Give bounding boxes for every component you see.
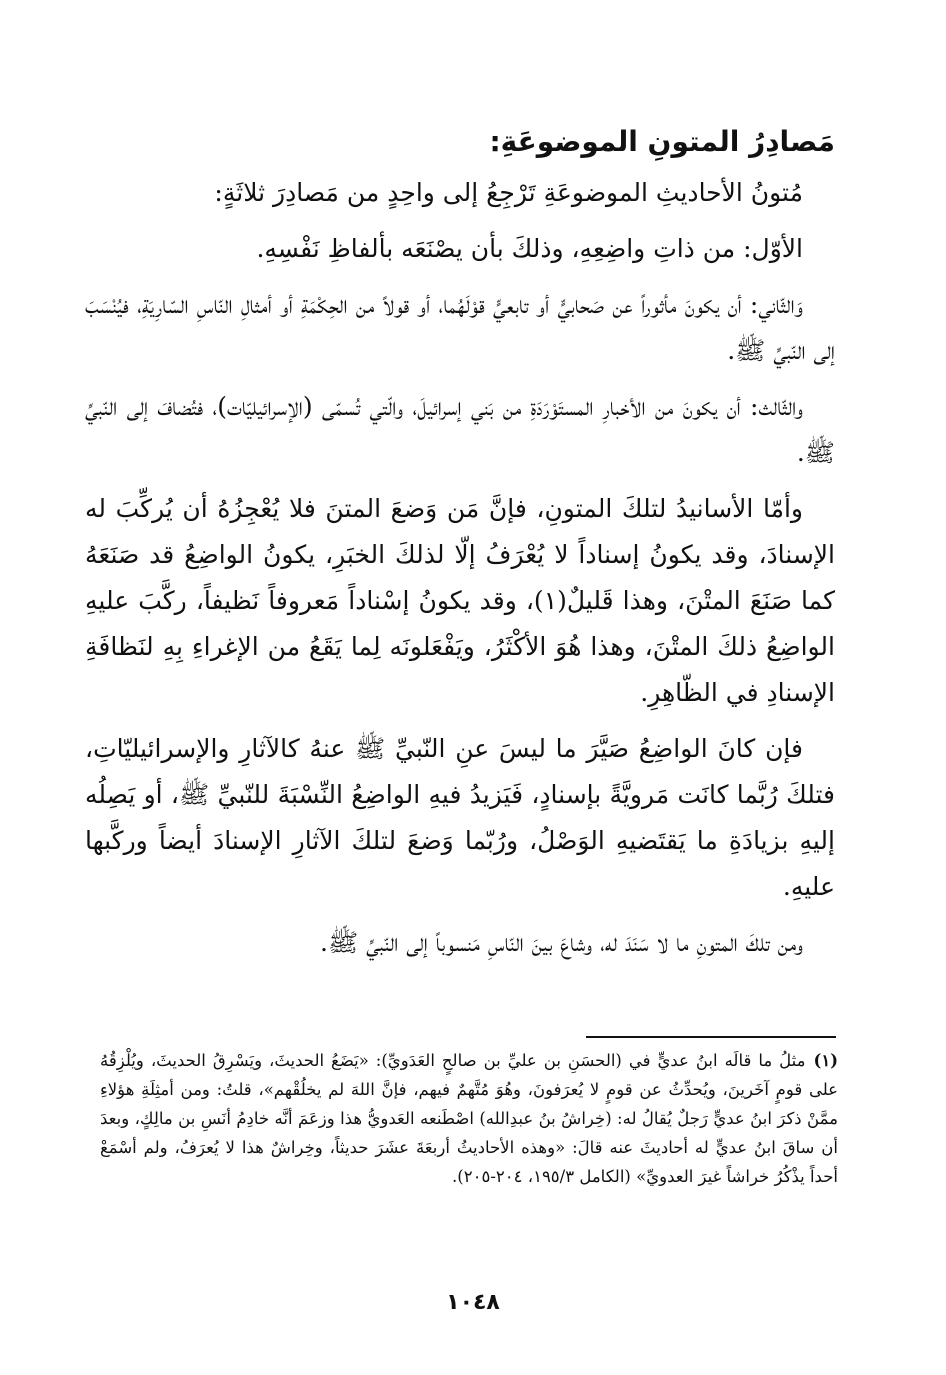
paragraph-chains: وأمّا الأسانيدُ لتلكَ المتونِ، فإنَّ مَن وَضعَ المتنَ فلا يُعْجِزُهُ أن يُركِّبَ له الإسنادَ، وقد يكونُ إسناداً لا يُعْرَفُ إلّا لذلكَ الخبَرِ، يكونُ الواضِعُ قد صَنَعَهُ كما صَنَعَ المتْنَ، وهذا قَليلٌ(١)، وقد يكونُ إسْناداً مَعروفاً نَظيفاً، ركَّبَ عليهِ الواضِعُ ذلكَ المتْنَ، وهذا هُوَ الأكْثَرُ، ويَفْعَلونَه لِما يَقَعُ من الإغراءِ بِهِ لنَظافَةِ الإسنادِ في الظّاهِرِ. bbox=[85, 494, 835, 707]
section-heading: مَصادِرُ المتونِ الموضوعَةِ: bbox=[489, 125, 835, 158]
footnote bbox=[100, 1046, 838, 1191]
paragraph-attribution: فإن كانَ الواضِعُ صَيَّرَ ما ليسَ عنِ النّبيِّ ﷺ عنهُ كالآثارِ والإسرائيليّاتِ، فتلكَ رُبَّما كانَت مَرويَّةً بإسنادٍ، فَيَزيدُ فيهِ الواضِعُ النِّسْبَةَ للنّبيِّ ﷺ، أو يَصِلُه إليهِ بزيادَةِ ما يَقتَضيهِ الوَصْلُ، ورُبّما وَضعَ لتلكَ الآثارِ الإسنادَ أيضاً وركَّبها عليهِ. bbox=[85, 734, 835, 901]
paragraph-third-source: والثّالث: أن يكونَ من الأخبارِ المستَوْرَدَةِ من بَني إسرائيلَ، والّتي تُسمّى (الإسرائيليّات)، فتُضافَ إلى النّبيِّ ﷺ. bbox=[85, 392, 835, 467]
paragraph-second-source: وَالثّاني: أن يكونَ مأثوراً عن صَحابيٍّ أو تابعيٍّ قوْلَهُما، أو قولاً من الحِكْمَةِ أو أمثالِ النّاسِ السّارِيَةِ، فيُنْسَبَ إلى النّبيِّ ﷺ. bbox=[85, 290, 835, 365]
paragraph-intro: مُتونُ الأحاديثِ الموضوعَةِ تَرْجِعُ إلى واحِدٍ من مَصادِرَ ثلاثَةٍ: bbox=[214, 178, 803, 207]
page-number: ١٠٤٨ bbox=[446, 1290, 500, 1315]
footnote-text: مثلُ ما قالَه ابنُ عديٍّ في (الحسَنِ بن عليِّ بن صالحٍ العَدَويِّ): «يَضَعُ الحديثَ، ويَسْرِقُ الحديثَ، ويُلْزِقُهُ على قومٍ آخَرينَ، ويُحدِّثُ عن قومٍ لا يُعرَفونَ، وهُوَ مُتَّهمٌ فيهم، فإنَّ اللهَ لم يخلُقْهم»، قلتُ: ومن أمثِلَةِ هؤلاءِ ممَّنْ ذكرَ ابنُ عديٍّ رَجلٌ يُقالُ له: (خِراشُ بنُ عبدِالله) اصْطَنعه العَدويُّ هذا وزعَمَ أنَّه خادِمُ أنَسِ بن مالِكٍ، وبعدَ أن ساقَ ابنُ عديٍّ له أحاديثَ عنه قالَ: «وهذه الأحاديثُ أربعَةَ عشَرَ حديثاً، وخِراشٌ هذا لا يُعرَفُ، ولم أسْمَعْ أحداً يذْكُرُ خراشاً غيرَ العدويِّ» (الكامل ١٩٥/٣، ٢٠٤-٢٠٥). bbox=[100, 1051, 838, 1186]
footnote-number: (١) bbox=[813, 1051, 838, 1070]
paragraph-unsupported: ومن تلكَ المتونِ ما لا سَنَدَ له، وشاعَ بينَ النّاسِ مَنسوباً إلى النّبيِّ ﷺ. bbox=[320, 928, 803, 957]
main-text bbox=[85, 120, 835, 976]
footnote-divider bbox=[586, 1036, 836, 1038]
paragraph-first-source: الأوّل: من ذاتِ واضِعِهِ، وذلكَ بأن يصْنَعَه بألفاظِ نَفْسِهِ. bbox=[256, 234, 803, 263]
